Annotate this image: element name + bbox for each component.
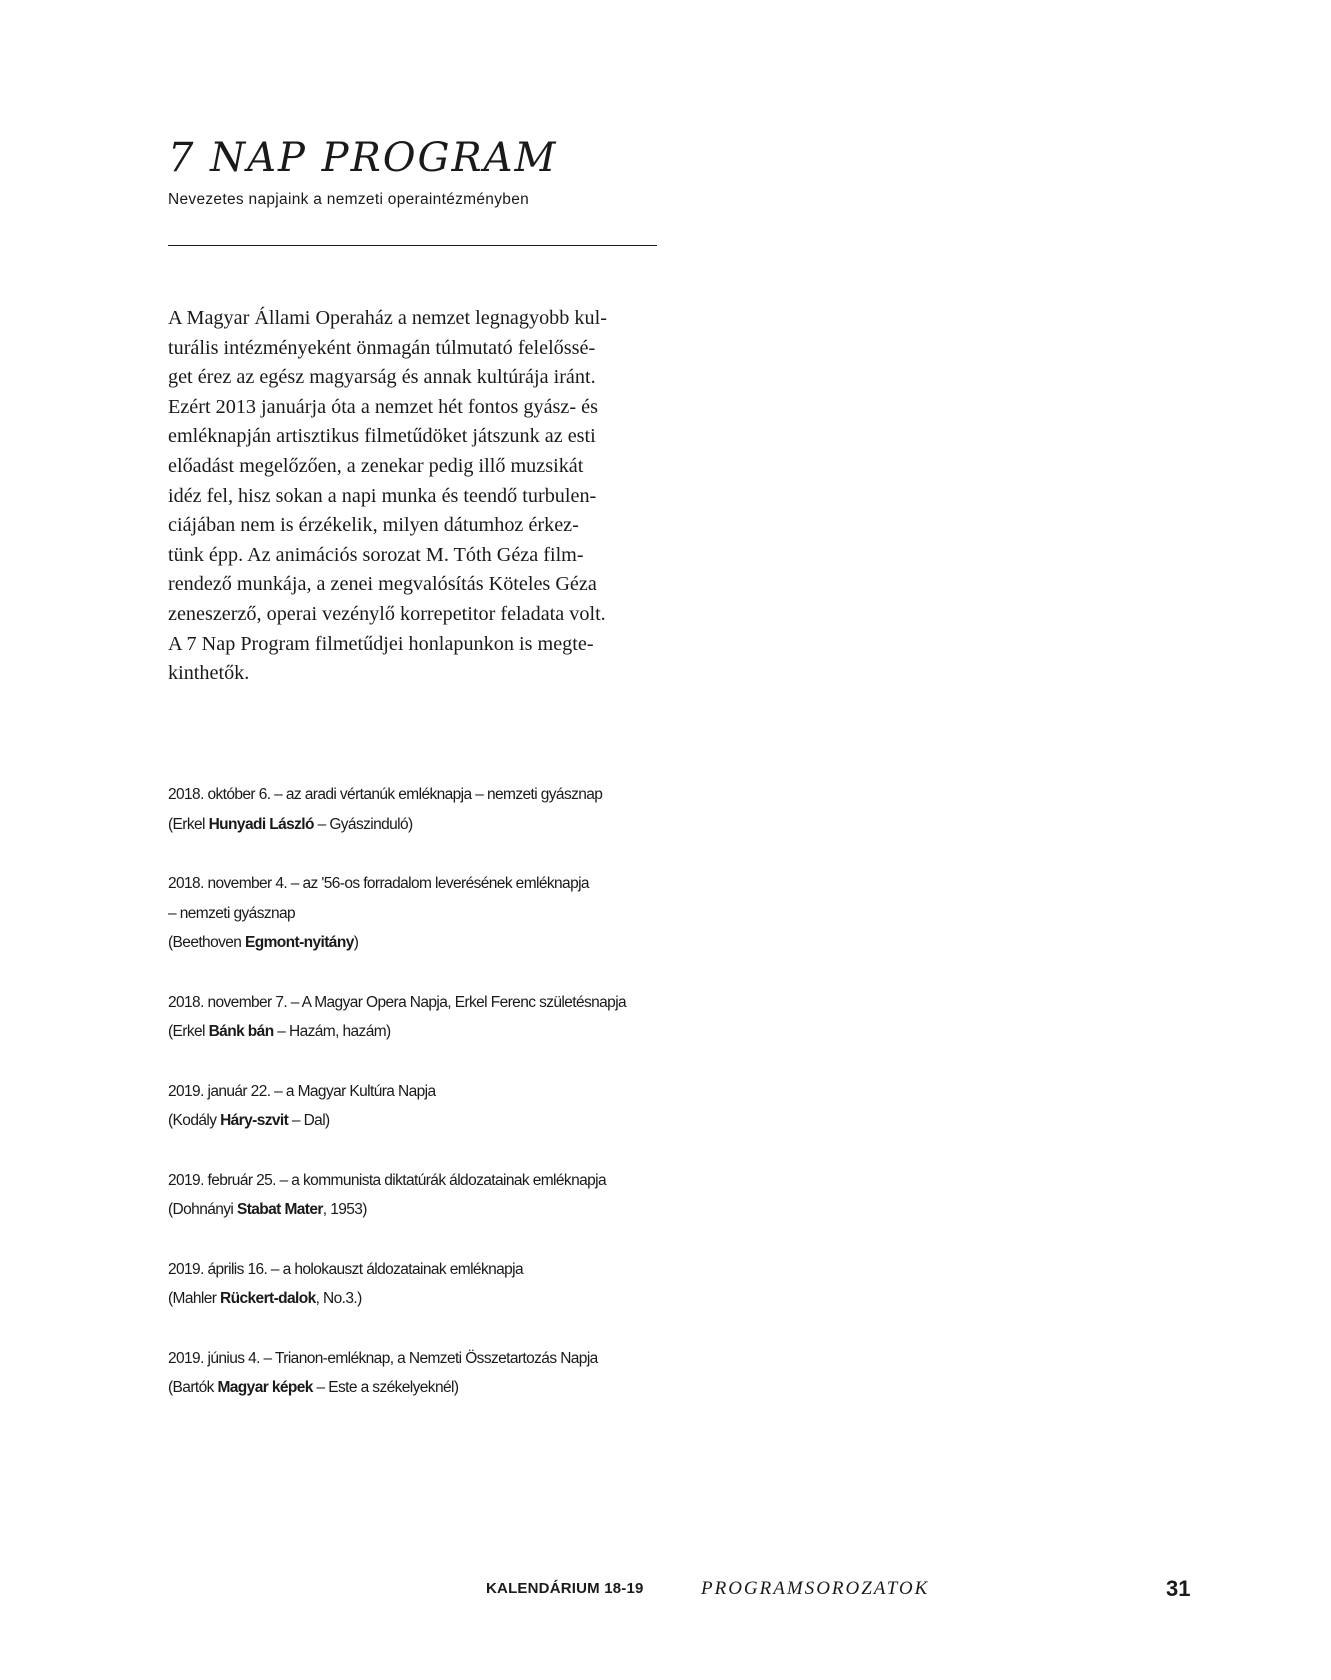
composer: (Mahler [168,1290,221,1307]
paragraph-line: emléknapján artisztikus filmetűdöket játszunk az esti [168,425,596,448]
paragraph-line: turális intézményeként önmagán túlmutató felelőssé- [168,336,596,359]
paragraph-line: Ezért 2013 januárja óta a nemzet hét fontos gyász- és [168,395,598,418]
work-detail: – Hazám, hazám) [273,1023,391,1040]
event-title: 2018. november 7. – A Magyar Opera Napja, Erkel Ferenc születésnapja [168,993,627,1011]
paragraph-line: get érez az egész magyarság és annak kultúrája iránt. [168,366,596,389]
composer: (Erkel [168,815,209,833]
work-title: Bánk bán [208,1023,274,1040]
event-title: 2019. június 4. – Trianon-emléknap, a Nemzeti Összetartozás Napja [168,1349,598,1367]
work-detail: ) [353,934,359,951]
event-item [168,1077,768,1136]
event-title: 2018. november 4. – az '56-os forradalom leverésének emléknapja [168,875,589,892]
event-item [168,780,768,839]
event-title: 2019. január 22. – a Magyar Kultúra Napja [168,1082,436,1100]
paragraph-line: ciájában nem is érzékelik, milyen dátumhoz érkez- [168,514,579,537]
footer-section: PROGRAMSOROZATOK [701,1578,930,1599]
work-title: Magyar képek [217,1379,313,1396]
event-item [168,1166,768,1225]
composer: (Beethoven [168,934,245,951]
paragraph-line: tünk épp. Az animációs sorozat M. Tóth Géza film- [168,543,584,566]
event-music [168,1373,768,1403]
work-detail: , No.3.) [315,1290,362,1307]
paragraph-line: A Magyar Állami Operaház a nemzet legnagyobb kul- [168,307,607,329]
composer: (Dohnányi [168,1201,237,1218]
event-item [168,1255,768,1314]
event-list [168,780,768,1433]
paragraph-line: előadást megelőzően, a zenekar pedig illő muzsikát [168,454,584,477]
work-detail: – Este a székelyeknél) [312,1379,459,1396]
work-title: Hunyadi László [208,815,314,833]
event-title: 2018. október 6. – az aradi vértanúk emléknapja – nemzeti gyásznap [168,786,603,803]
event-music [168,810,768,840]
event-title: – nemzeti gyásznap [168,904,296,922]
work-detail: , 1953) [322,1201,367,1218]
page-subtitle: Nevezetes napjaink a nemzeti operaintézményben [168,191,530,208]
event-music [168,928,768,958]
work-title: Stabat Mater [236,1201,323,1218]
work-title: Egmont-nyitány [245,934,354,951]
event-music [168,1195,768,1225]
event-title: 2019. április 16. – a holokauszt áldozatainak emléknapja [168,1260,524,1278]
paragraph-line: A 7 Nap Program filmetűdjei honlapunkon is megte- [168,632,594,655]
event-music [168,1017,768,1047]
page-title: 7 NAP PROGRAM [168,135,558,181]
event-item [168,869,768,958]
event-music [168,1284,768,1314]
event-title: 2019. február 25. – a kommunista diktatúrák áldozatainak emléknapja [168,1171,606,1189]
paragraph-line: idéz fel, hisz sokan a napi munka és teendő turbulen- [168,484,597,507]
paragraph-line: kinthetők. [168,662,250,685]
event-item [168,988,768,1047]
composer: (Kodály [168,1112,221,1129]
footer-publication: KALENDÁRIUM 18-19 [486,1580,644,1597]
composer: (Erkel [168,1023,209,1040]
event-music [168,1106,768,1136]
intro-paragraph [168,304,660,689]
paragraph-line: rendező munkája, a zenei megvalósítás Köteles Géza [168,573,597,596]
work-detail: – Gyászinduló) [313,815,413,833]
event-item [168,1344,768,1403]
title-divider [168,245,657,246]
work-detail: – Dal) [288,1112,330,1129]
paragraph-line: zeneszerző, operai vezénylő korrepetitor feladata volt. [168,602,606,625]
page-number: 31 [1166,1576,1191,1601]
work-title: Rückert-dalok [220,1290,316,1307]
work-title: Háry-szvit [220,1112,289,1129]
composer: (Bartók [168,1379,218,1396]
